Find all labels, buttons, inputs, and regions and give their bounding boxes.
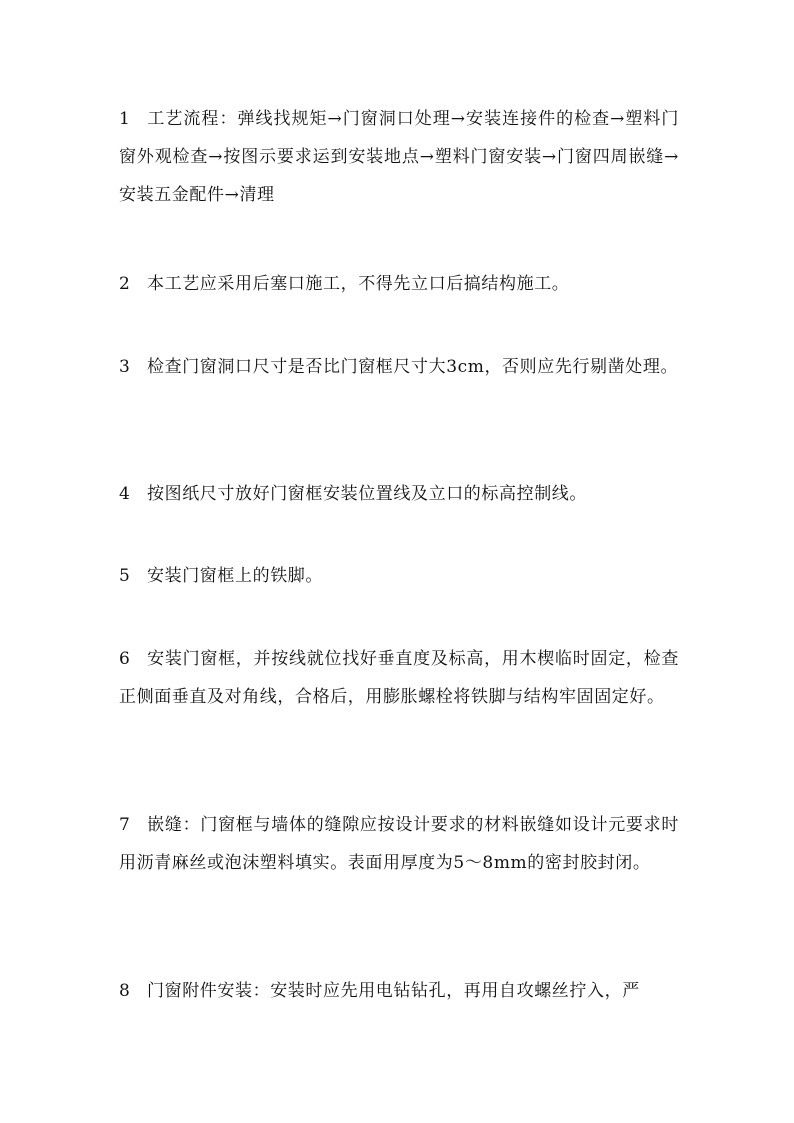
paragraph-4 (119, 475, 679, 513)
paragraph-text: 工艺流程：弹线找规矩→门窗洞口处理→安装连接件的检查→塑料门窗外观检查→按图示要求运到安装地点→塑料门窗安装→门窗四周嵌缝→安装五金配件→清理 (119, 109, 679, 205)
paragraph-number: 7 (119, 815, 131, 835)
paragraph-number: 5 (119, 566, 131, 586)
paragraph-text: 嵌缝：门窗框与墙体的缝隙应按设计要求的材料嵌缝如设计元要求时用沥青麻丝或泡沫塑料填实。表面用厚度为5～8mm的密封胶封闭。 (119, 815, 679, 873)
paragraph-2 (119, 265, 679, 303)
paragraph-number: 6 (119, 649, 131, 669)
paragraph-number: 3 (119, 357, 131, 377)
paragraph-text: 门窗附件安装：安装时应先用电钻钻孔，再用自攻螺丝拧入，严 (147, 981, 640, 1001)
paragraph-text: 安装门窗框上的铁脚。 (147, 566, 323, 586)
paragraph-text: 按图纸尺寸放好门窗框安装位置线及立口的标高控制线。 (147, 484, 587, 504)
paragraph-number: 1 (119, 109, 131, 129)
paragraph-5 (119, 557, 679, 595)
paragraph-number: 2 (119, 274, 131, 294)
paragraph-3 (119, 348, 679, 386)
paragraph-text: 本工艺应采用后塞口施工，不得先立口后搞结构施工。 (147, 274, 570, 294)
paragraph-7 (119, 806, 679, 882)
paragraph-1 (119, 100, 679, 214)
paragraph-text: 安装门窗框，并按线就位找好垂直度及标高，用木楔临时固定，检查正侧面垂直及对角线，合格后，用膨胀螺栓将铁脚与结构牢固固定好。 (119, 649, 679, 707)
paragraph-8 (119, 972, 679, 1010)
paragraph-number: 4 (119, 484, 131, 504)
paragraph-6 (119, 640, 679, 716)
paragraph-number: 8 (119, 981, 131, 1001)
paragraph-text: 检查门窗洞口尺寸是否比门窗框尺寸大3cm，否则应先行剔凿处理。 (147, 357, 679, 377)
